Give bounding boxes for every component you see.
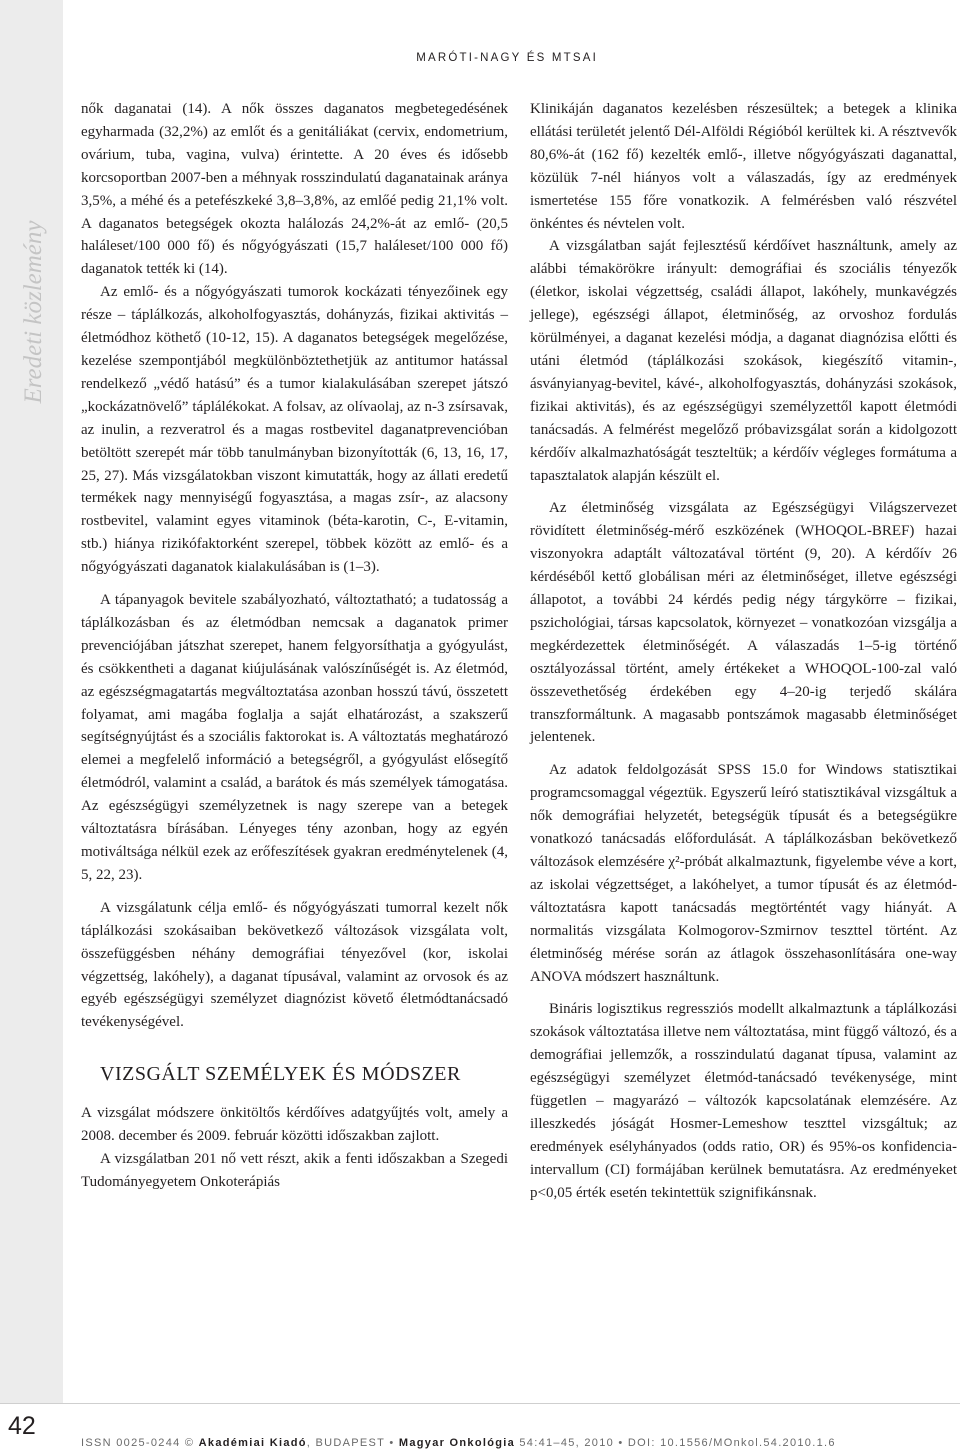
body-paragraph: A vizsgálatban saját fejlesztésű kérdőívet használtunk, amely az alábbi témakörökre irányult: demográfiai és szociális tényezők (életkor, iskolai végzettség, családi állapot, lakóhely, munkavégzés jellege), egészségi állapot, életminőség, az orvoshoz fordulás körülményei, a daganat kezelési módja, a daganat diagnózisa előtti és utáni életmód (táplálkozási szokások, kiegészítő vitamin-, ásványianyag-bevitel, kávé-, alkoholfogyasztás, dohányzási szokások, fizikai aktivitás), és az egészségügyi személyzettől kapott életmódi tanácsadás. A felmérést megelőző próbavizsgálat során a kidolgozott kérdőív alkalmazhatóságát teszteltük; a kérdőív végleges formátuma a tapasztalatok alapján készült el. [530, 238, 957, 484]
sidebar-band [0, 0, 63, 1403]
body-paragraph: Klinikáján daganatos kezelésben részesültek; a betegek a klinika ellátási területét jelentő Dél-Alföldi Régióból kerültek ki. A résztvevők 80,6%-át (162 fő) kezelték emlő-, illetve nőgyógyászati daganattal, közülük 7-nél hiányos volt a válaszadás, így az eredmények ismertetése 155 főre vonatkozik. A felmérésben való részvétel önkéntes és névtelen volt. [530, 101, 957, 232]
footer-journal: Magyar Onkológia [398, 1437, 516, 1449]
right-column [530, 98, 957, 1205]
body-paragraph: A vizsgálatban 201 nő vett részt, akik a fenti időszakban a Szegedi Tudományegyetem Onkoterápiás [81, 1151, 508, 1190]
body-paragraph: A tápanyagok bevitele szabályozható, változtatható; a tudatosság a táplálkozásban és az életmódban nemcsak a daganatok primer prevenciójában játszhat szerepet, hanem felgyorsíthatja a gyógyulást, és csökkentheti a daganat kiújulásának valószínűségét is. Az életmód, az egészségmagatartás megváltoztatása azonban hosszú távú, összetett folyamat, ami magába foglalja a saját elhatározást, a szakszerű segítségnyújtást és a szociális faktorokat is. A változtatás meghatározó elemei a megfelelő információ a betegségről, a gyógyulást elősegítő életmódról, valamint a család, a barátok és más személyek támogatása. Az egészségügyi személyzetnek is nagy szerepe van a betegek változtatásra bírásában. Lényeges tény azonban, hogy az egyén motiváltsága nélkül ezek az erőfeszítések gyakran eredménytelenek (4, 5, 22, 23). [81, 592, 508, 883]
footer-issn: ISSN 0025-0244 © [81, 1437, 199, 1449]
body-paragraph: Bináris logisztikus regressziós modellt alkalmaztunk a táplálkozási szokások változtatása illetve nem változtatása, mint függő változó, és a demográfiai jellemzők, a rosszindulatú daganat típusa, valamint az egészségügyi személyzet életmód-tanácsadó tevékenysége, mint független – magyarázó – változók kapcsolatának elemzésére. Az illeszkedés jóságát Hosmer-Lemeshow teszttel vizsgáltuk; az eredmények esélyhányados (odds ratio, OR) és 95%-os konfidencia-intervallum (CI) formájában kerülnek bemutatásra. Az eredményeket p<0,05 érték esetén tekintettük szignifikánsnak. [530, 1001, 957, 1201]
body-paragraph: Az adatok feldolgozását SPSS 15.0 for Windows statisztikai programcsomaggal végeztük. Egyszerű leíró statisztikával vizsgáltuk a nők demográfiai helyzetét, betegségük típusát és a betegségükre vonatkozó tanácsadás előfordulását. A táplálkozásban bekövetkező változások elemzésére χ²-próbát alkalmaztunk, figyelembe véve a kort, az iskolai végzettséget, a lakóhelyet, a tumor típusát és az életmód-változtatásra kapott tanácsadás megtörténtét vagy hiányát. A normalitás vizsgálata Kolmogorov-Szmirnov teszttel történt. Az életminőség mérése során az átlagok összehasonlítására one-way ANOVA módszert használtunk. [530, 762, 957, 985]
body-paragraph: A vizsgálat módszere önkitöltős kérdőíves adatgyűjtés volt, amely a 2008. december és 2009. február közötti időszakban zajlott. [81, 1105, 508, 1145]
section-heading: VIZSGÁLT SZEMÉLYEK ÉS MÓDSZER [100, 1063, 461, 1086]
left-column [81, 98, 508, 1194]
page-number: 42 [8, 1412, 36, 1440]
footer-city: , BUDAPEST • [306, 1437, 399, 1449]
body-paragraph: nők daganatai (14). A nők összes daganatos megbetegedésének egyharmada (32,2%) az emlőt és a genitáliákat (cervix, endometrium, ovárium, tuba, vagina, vulva) érintette. A 20 éves és idősebb korcsoportban 2007-ben a méhnyak rosszindulatú daganatainak aránya 3,5%, a méhé és a petefészkeké 3,8–3,8%, az emlőé pedig 21,1% volt. A daganatos betegségek okozta halálozás 24,2%-át az emlő- (20,5 haláleset/100 000 fő) és nőgyógyászati (15,7 haláleset/100 000 fő) daganatok tették ki (14). [81, 101, 508, 278]
body-paragraph: Az emlő- és a nőgyógyászati tumorok kockázati tényezőinek egy része – táplálkozás, alkoholfogyasztás, dohányzás, fizikai aktivitás – életmódhoz köthető (10-12, 15). A daganatos betegségek megelőzése, kezelése szempontjából megkülönböztethetjük az antitumor hatással rendelkező „védő hatású” és a tumor kialakulásában szerepet játszó „kockázatnövelő” táplálékokat. A folsav, az olívaolaj, az n-3 zsírsavak, az inulin, a rezveratrol és a magas rostbevitel daganatprevencióban betöltött szerepét már több tanulmányban bizonyították (6, 13, 16, 17, 25, 27). Más vizsgálatokban viszont kimutatták, hogy az állati eredetű termékek nagy mennyiségű fogyasztása, a magas zsír-, az alacsony rostbevitel, valamint egyes vitaminok (béta-karotin, C-, E-vitamin, stb.) hiánya rizikófaktorként szerepel, többek között az emlő- és a nőgyógyászati daganatok kialakulásában is (1–3). [81, 284, 508, 576]
footer-rule [0, 1403, 960, 1404]
body-paragraph: A vizsgálatunk célja emlő- és nőgyógyászati tumorral kezelt nők táplálkozási szokásaiban bekövetkező változások vizsgálata volt, összefüggésben néhány demográfiai tényezővel (kor, iskolai végzettség, lakóhely), a daganat típusával, valamint az orvosok és az egyéb egészségügyi személyzet diagnózist követő életmódtanácsadó tevékenységével. [81, 899, 508, 1031]
body-paragraph: Az életminőség vizsgálata az Egészségügyi Világszervezet rövidített életminőség-mérő eszközének (WHOQOL-BREF) hazai viszonyokra adaptált változatával történt (9, 20). A kérdőív 26 kérdéséből kettő globálisan méri az életminőséget, illetve egészségi állapotot, a további 24 kérdés pedig négy tárgykörre – fizikai, pszichológiai, társas kapcsolatok, környezet – vonatkozóan vizsgálja a megkérdezettek életminőségét. A válaszadás 1–5-ig történő osztályozással történt, amely értékeket a WHOQOL-100-zal való összevethetőség érdekében egy 4–20-ig terjedő skálára transzformáltunk. A magasabb pontszámok magasabb életminőséget jelentenek. [530, 500, 957, 746]
footer-citation [81, 1437, 836, 1449]
running-head: MARÓTI-NAGY ÉS MTSAI [416, 52, 598, 64]
footer-publisher: Akadémiai Kiadó [198, 1437, 307, 1449]
article-type-label: Eredeti közlemény [20, 220, 47, 404]
footer-volume: 54:41–45, 2010 • DOI: 10.1556/MOnkol.54.2010.1.6 [515, 1437, 836, 1449]
